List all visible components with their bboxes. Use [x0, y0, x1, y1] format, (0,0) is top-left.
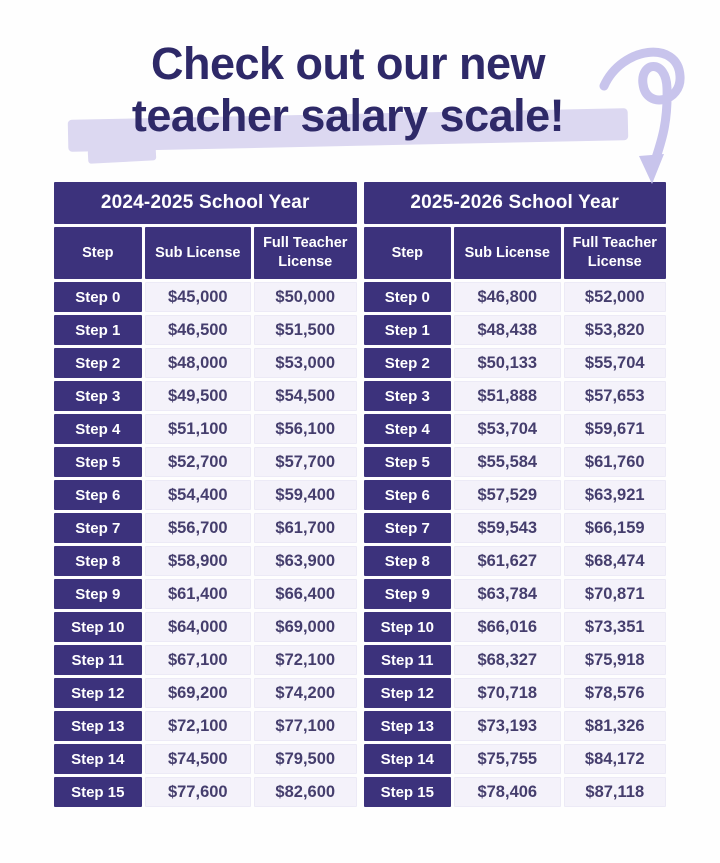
row-step-cell: Step 0	[364, 282, 452, 312]
row-sub-license-cell: $72,100	[145, 711, 251, 741]
curly-down-arrow-icon	[594, 38, 706, 188]
title-line-2: teacher salary scale!	[0, 90, 708, 142]
row-sub-license-cell: $69,200	[145, 678, 251, 708]
row-sub-license-cell: $57,529	[454, 480, 560, 510]
row-step-cell: Step 4	[364, 414, 452, 444]
row-step-cell: Step 3	[54, 381, 142, 411]
row-step-cell: Step 9	[364, 579, 452, 609]
row-full-teacher-license-cell: $59,671	[564, 414, 666, 444]
year-header: 2025-2026 School Year	[364, 182, 667, 224]
row-full-teacher-license-cell: $50,000	[254, 282, 356, 312]
row-sub-license-cell: $75,755	[454, 744, 560, 774]
row-step-cell: Step 5	[364, 447, 452, 477]
row-sub-license-cell: $49,500	[145, 381, 251, 411]
row-full-teacher-license-cell: $56,100	[254, 414, 356, 444]
row-step-cell: Step 15	[54, 777, 142, 807]
row-sub-license-cell: $59,543	[454, 513, 560, 543]
row-step-cell: Step 7	[54, 513, 142, 543]
row-full-teacher-license-cell: $66,400	[254, 579, 356, 609]
row-step-cell: Step 12	[364, 678, 452, 708]
row-full-teacher-license-cell: $53,820	[564, 315, 666, 345]
row-step-cell: Step 5	[54, 447, 142, 477]
row-sub-license-cell: $77,600	[145, 777, 251, 807]
row-step-cell: Step 13	[54, 711, 142, 741]
row-step-cell: Step 1	[54, 315, 142, 345]
row-step-cell: Step 11	[54, 645, 142, 675]
row-sub-license-cell: $48,438	[454, 315, 560, 345]
row-full-teacher-license-cell: $57,653	[564, 381, 666, 411]
row-full-teacher-license-cell: $70,871	[564, 579, 666, 609]
row-step-cell: Step 2	[364, 348, 452, 378]
row-full-teacher-license-cell: $54,500	[254, 381, 356, 411]
row-full-teacher-license-cell: $68,474	[564, 546, 666, 576]
row-full-teacher-license-cell: $74,200	[254, 678, 356, 708]
row-sub-license-cell: $52,700	[145, 447, 251, 477]
row-sub-license-cell: $55,584	[454, 447, 560, 477]
row-full-teacher-license-cell: $72,100	[254, 645, 356, 675]
row-sub-license-cell: $68,327	[454, 645, 560, 675]
row-sub-license-cell: $50,133	[454, 348, 560, 378]
row-step-cell: Step 1	[364, 315, 452, 345]
row-step-cell: Step 2	[54, 348, 142, 378]
row-step-cell: Step 8	[54, 546, 142, 576]
row-sub-license-cell: $61,400	[145, 579, 251, 609]
row-sub-license-cell: $51,888	[454, 381, 560, 411]
column-header-step: Step	[54, 227, 142, 279]
row-sub-license-cell: $56,700	[145, 513, 251, 543]
row-sub-license-cell: $45,000	[145, 282, 251, 312]
row-full-teacher-license-cell: $53,000	[254, 348, 356, 378]
row-step-cell: Step 13	[364, 711, 452, 741]
row-sub-license-cell: $48,000	[145, 348, 251, 378]
row-full-teacher-license-cell: $73,351	[564, 612, 666, 642]
row-step-cell: Step 6	[364, 480, 452, 510]
row-full-teacher-license-cell: $52,000	[564, 282, 666, 312]
row-sub-license-cell: $73,193	[454, 711, 560, 741]
row-sub-license-cell: $70,718	[454, 678, 560, 708]
row-full-teacher-license-cell: $81,326	[564, 711, 666, 741]
row-sub-license-cell: $58,900	[145, 546, 251, 576]
year-table-2024-2025	[54, 182, 357, 807]
column-header-sub-license: Sub License	[145, 227, 251, 279]
row-full-teacher-license-cell: $61,760	[564, 447, 666, 477]
row-step-cell: Step 9	[54, 579, 142, 609]
row-step-cell: Step 4	[54, 414, 142, 444]
row-step-cell: Step 14	[364, 744, 452, 774]
row-sub-license-cell: $46,800	[454, 282, 560, 312]
row-step-cell: Step 7	[364, 513, 452, 543]
row-step-cell: Step 11	[364, 645, 452, 675]
page-header	[0, 0, 720, 178]
row-full-teacher-license-cell: $51,500	[254, 315, 356, 345]
column-header-step: Step	[364, 227, 452, 279]
row-full-teacher-license-cell: $57,700	[254, 447, 356, 477]
row-sub-license-cell: $54,400	[145, 480, 251, 510]
column-header-sub-license: Sub License	[454, 227, 560, 279]
row-step-cell: Step 10	[364, 612, 452, 642]
row-full-teacher-license-cell: $66,159	[564, 513, 666, 543]
row-full-teacher-license-cell: $61,700	[254, 513, 356, 543]
row-full-teacher-license-cell: $78,576	[564, 678, 666, 708]
row-sub-license-cell: $51,100	[145, 414, 251, 444]
row-sub-license-cell: $66,016	[454, 612, 560, 642]
salary-grid	[54, 227, 357, 807]
row-full-teacher-license-cell: $55,704	[564, 348, 666, 378]
row-full-teacher-license-cell: $82,600	[254, 777, 356, 807]
column-header-full-teacher-license: Full Teacher License	[564, 227, 666, 279]
row-sub-license-cell: $67,100	[145, 645, 251, 675]
row-full-teacher-license-cell: $75,918	[564, 645, 666, 675]
row-sub-license-cell: $78,406	[454, 777, 560, 807]
row-full-teacher-license-cell: $63,921	[564, 480, 666, 510]
row-step-cell: Step 0	[54, 282, 142, 312]
row-sub-license-cell: $74,500	[145, 744, 251, 774]
row-step-cell: Step 3	[364, 381, 452, 411]
row-step-cell: Step 6	[54, 480, 142, 510]
row-sub-license-cell: $61,627	[454, 546, 560, 576]
column-header-full-teacher-license: Full Teacher License	[254, 227, 356, 279]
year-header: 2024-2025 School Year	[54, 182, 357, 224]
row-sub-license-cell: $53,704	[454, 414, 560, 444]
row-sub-license-cell: $63,784	[454, 579, 560, 609]
title-line-1: Check out our new	[150, 38, 546, 89]
year-table-2025-2026	[364, 182, 667, 807]
row-full-teacher-license-cell: $79,500	[254, 744, 356, 774]
row-full-teacher-license-cell: $87,118	[564, 777, 666, 807]
row-full-teacher-license-cell: $84,172	[564, 744, 666, 774]
salary-tables	[54, 182, 666, 807]
row-full-teacher-license-cell: $63,900	[254, 546, 356, 576]
row-step-cell: Step 10	[54, 612, 142, 642]
row-full-teacher-license-cell: $59,400	[254, 480, 356, 510]
row-full-teacher-license-cell: $69,000	[254, 612, 356, 642]
row-sub-license-cell: $64,000	[145, 612, 251, 642]
row-step-cell: Step 15	[364, 777, 452, 807]
row-step-cell: Step 14	[54, 744, 142, 774]
row-sub-license-cell: $46,500	[145, 315, 251, 345]
salary-grid	[364, 227, 667, 807]
row-full-teacher-license-cell: $77,100	[254, 711, 356, 741]
row-step-cell: Step 8	[364, 546, 452, 576]
row-step-cell: Step 12	[54, 678, 142, 708]
